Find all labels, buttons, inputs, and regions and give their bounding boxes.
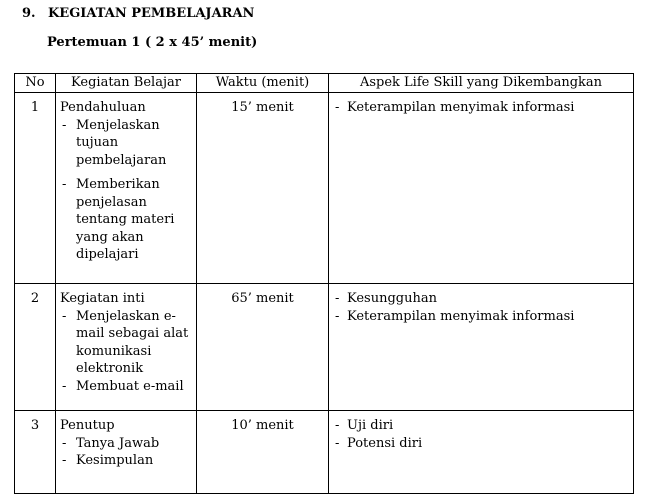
aspect-list <box>333 290 629 325</box>
activity-cell <box>56 284 197 411</box>
table-header-row <box>15 74 634 93</box>
time-cell: 65’ menit <box>197 284 329 411</box>
time-cell: 15’ menit <box>197 93 329 284</box>
table-row <box>15 284 634 411</box>
aspect-cell <box>329 284 634 411</box>
activity-list <box>60 435 192 470</box>
activity-item: - Menjelaskan e-mail sebagai alat komunikasi elektronik <box>60 308 192 378</box>
activity-list <box>60 308 192 396</box>
row-number: 3 <box>15 411 56 494</box>
activity-item: - Memberikan penjelasan tentang materi yang akan dipelajari <box>60 176 192 264</box>
row-number: 2 <box>15 284 56 411</box>
learning-activities-table <box>14 73 634 494</box>
activity-cell <box>56 93 197 284</box>
section-heading <box>22 6 254 21</box>
activity-list <box>60 117 192 264</box>
activity-title: Kegiatan inti <box>60 291 145 306</box>
activity-title: Pendahuluan <box>60 100 146 115</box>
activity-item: - Membuat e-mail <box>60 378 192 396</box>
table-row <box>15 93 634 284</box>
activity-item: - Tanya Jawab <box>60 435 192 453</box>
activity-item: - Kesimpulan <box>60 452 192 470</box>
time-cell: 10’ menit <box>197 411 329 494</box>
activity-title: Penutup <box>60 418 115 433</box>
header-aspect: Aspek Life Skill yang Dikembangkan <box>329 74 634 93</box>
aspect-list <box>333 417 629 452</box>
header-activity: Kegiatan Belajar <box>56 74 197 93</box>
meeting-title: Pertemuan 1 ( 2 x 45’ menit) <box>47 35 258 50</box>
header-time: Waktu (menit) <box>197 74 329 93</box>
section-number: 9. <box>22 6 36 21</box>
row-number: 1 <box>15 93 56 284</box>
aspect-item: - Potensi diri <box>333 435 629 453</box>
aspect-item: - Keterampilan menyimak informasi <box>333 308 629 326</box>
section-title: KEGIATAN PEMBELAJARAN <box>48 6 255 21</box>
aspect-item: - Uji diri <box>333 417 629 435</box>
activity-cell <box>56 411 197 494</box>
aspect-list <box>333 99 629 117</box>
aspect-cell <box>329 411 634 494</box>
aspect-item: - Kesungguhan <box>333 290 629 308</box>
aspect-item: - Keterampilan menyimak informasi <box>333 99 629 117</box>
activity-item: - Menjelaskan tujuan pembelajaran <box>60 117 192 170</box>
header-no: No <box>15 74 56 93</box>
table-row <box>15 411 634 494</box>
aspect-cell <box>329 93 634 284</box>
